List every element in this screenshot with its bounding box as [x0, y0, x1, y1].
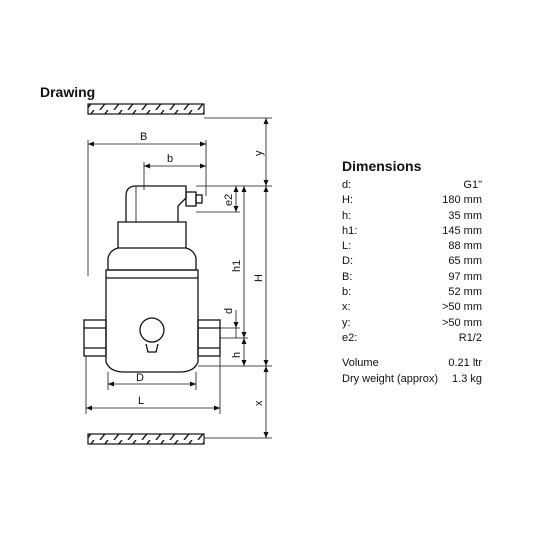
label-e2: e2 [223, 193, 235, 206]
label-b: b [167, 153, 174, 165]
dimension-row [342, 316, 482, 331]
dimension-value: R1/2 [458, 331, 482, 344]
weight-value: 1.3 kg [452, 372, 482, 385]
volume-label: Volume [342, 357, 379, 370]
label-L: L [138, 395, 145, 407]
dimension-row [342, 300, 482, 315]
dimension-value: 180 mm [442, 194, 482, 207]
dimension-row [342, 285, 482, 300]
separator-body [84, 186, 220, 372]
dimension-label: h1: [342, 224, 358, 237]
dimension-value: >50 mm [441, 316, 482, 329]
drawing-title: Drawing [40, 84, 96, 100]
dimension-row [342, 193, 482, 208]
dimension-row [342, 224, 482, 239]
dimension-label: H: [342, 194, 353, 207]
dimension-row [342, 331, 482, 346]
label-x: x [253, 400, 265, 406]
dimensions-title: Dimensions [342, 158, 422, 174]
dimension-row [342, 209, 482, 224]
label-D: D [136, 372, 144, 384]
dimension-label: b: [342, 286, 352, 299]
dimension-value: 65 mm [448, 255, 482, 268]
weight-row [342, 372, 482, 387]
dimension-label: h: [342, 209, 352, 222]
dimension-label: B: [342, 270, 353, 283]
dimension-row [342, 239, 482, 254]
label-d: d [223, 307, 235, 314]
dimension-label: L: [342, 240, 352, 253]
dimension-value: 35 mm [448, 209, 482, 222]
dimension-value: G1" [463, 179, 482, 191]
dimension-label: e2: [342, 331, 358, 344]
dimension-row [342, 178, 482, 193]
dimensions-table [342, 178, 482, 346]
dimensions-panel [342, 158, 482, 387]
label-h1: h1 [231, 259, 243, 272]
dimension-label: y: [342, 316, 351, 329]
dimension-row [342, 270, 482, 285]
weight-label: Dry weight (approx) [342, 372, 438, 385]
dimension-label: D: [342, 255, 353, 268]
bottom-clearance-bar [88, 434, 204, 444]
dimension-label: x: [342, 301, 351, 314]
label-B: B [140, 131, 148, 143]
dimension-value: >50 mm [441, 301, 482, 314]
dimension-label: d: [342, 179, 352, 191]
top-clearance-bar [88, 104, 204, 114]
label-H: H [253, 274, 265, 282]
dimension-value: 97 mm [448, 270, 482, 283]
dimension-value: 88 mm [448, 240, 482, 253]
dimension-value: 145 mm [442, 224, 482, 237]
label-y: y [253, 150, 265, 156]
dimension-row [342, 254, 482, 269]
dimension-value: 52 mm [448, 286, 482, 299]
volume-value: 0.21 ltr [448, 357, 482, 370]
label-h: h [231, 351, 243, 358]
volume-row [342, 356, 482, 371]
